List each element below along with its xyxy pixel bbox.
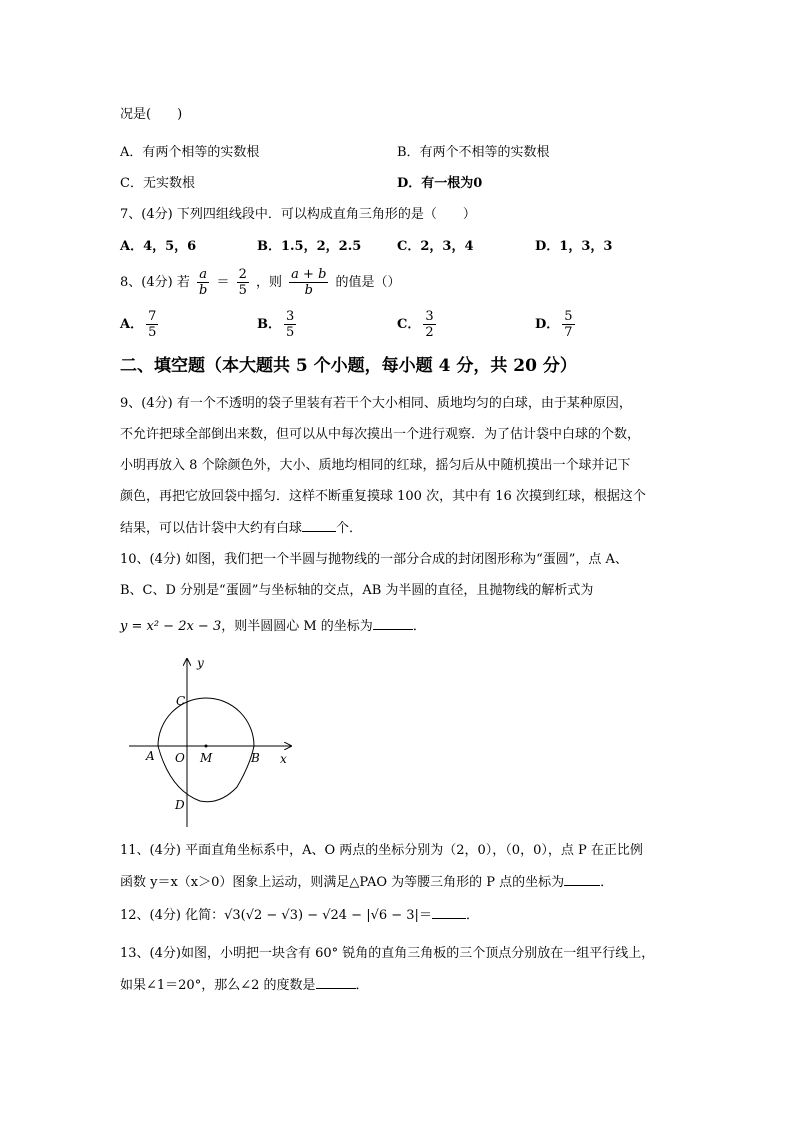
label-o: O <box>175 751 185 765</box>
center-point-m <box>205 745 208 748</box>
q10-line-1: 10、(4分) 如图，我们把一个半圆与抛物线的一部分合成的封闭图形称为“蛋圆”，点 A、 <box>120 552 628 567</box>
q11-answer-blank[interactable] <box>564 873 600 886</box>
q7-option-c: C．2，3，4 <box>397 239 474 254</box>
label-c: C <box>176 694 186 708</box>
q8-frac-b2: b <box>304 283 313 298</box>
q12-line <box>120 906 479 925</box>
q10-line-3 <box>120 617 426 636</box>
q9-line-5 <box>120 519 362 538</box>
q8-option-c-label: C． <box>397 317 421 332</box>
q8-fraction-a-over-b <box>197 268 209 297</box>
q9-line-1: 9、(4分) 有一个不透明的袋子里装有若干个大小相同、质地均匀的白球，由于某种原因， <box>120 396 632 411</box>
q10-formula: y = x² − 2x − 3 <box>120 619 222 634</box>
q11-line-2-text: 函数 y＝x（x＞0）图象上运动，则满足△PAO 为等腰三角形的 P 点的坐标为 <box>120 875 565 890</box>
q8-suffix: 的值是（） <box>335 275 401 290</box>
q8-then: ，则 <box>256 275 283 290</box>
q13-line-2-end: ． <box>355 978 369 993</box>
q12-end: ． <box>465 908 479 923</box>
label-x: x <box>280 752 287 766</box>
q8-equals: ＝ <box>216 275 230 290</box>
q8-option-b-num: 3 <box>286 309 295 324</box>
q8-option-c-den: 2 <box>425 325 434 340</box>
q8-frac-a-plus-b: a + b <box>291 267 327 282</box>
label-b: B <box>251 751 260 765</box>
q7-option-b: B．1.5，2，2.5 <box>257 239 362 254</box>
q12-expression: √3(√2 − √3) − √24 − |√6 − 3|＝ <box>224 908 432 923</box>
q8-option-c-num: 3 <box>425 309 434 324</box>
q13-line-2 <box>120 976 369 995</box>
q8-fraction-sum-over-b <box>289 268 328 297</box>
q6-stem-tail: 况是( ) <box>120 107 183 122</box>
q8-option-a-den: 5 <box>148 325 157 340</box>
q10-line-3-end: ． <box>412 619 426 634</box>
q8-frac-five: 5 <box>238 283 247 298</box>
q7-option-a: A．4，5，6 <box>120 239 197 254</box>
q11-line-1: 11、(4分) 平面直角坐标系中，A、O 两点的坐标分别为（2，0），（0，0），点 P 在正比例 <box>120 843 643 858</box>
q8-option-a-num: 7 <box>148 309 157 324</box>
q9-line-2: 不允许把球全部倒出来数，但可以从中每次摸出一个进行观察．为了估计袋中白球的个数， <box>120 427 641 442</box>
q9-line-4: 颜色，再把它放回袋中摇匀．这样不断重复摸球 100 次，其中有 16 次摸到红球，根据这个 <box>120 489 646 504</box>
q8-frac-a: a <box>199 267 208 282</box>
q11-line-2-end: ． <box>600 875 614 890</box>
q6-option-b: B．有两个不相等的实数根 <box>397 145 550 160</box>
q13-line-2-text: 如果∠1＝20°，那么∠2 的度数是 <box>120 978 316 993</box>
q8-option-b-den: 5 <box>286 325 295 340</box>
q9-line-5-text: 结果，可以估计袋中大约有白球 <box>120 521 303 536</box>
q10-line-3-text: ，则半圆圆心 M 的坐标为 <box>221 619 373 634</box>
label-d: D <box>175 798 185 812</box>
q6-option-a: A．有两个相等的实数根 <box>120 145 260 160</box>
q8-fraction-2-over-5 <box>237 268 249 297</box>
q8-option-a-label: A． <box>120 317 144 332</box>
q8-option-d-num: 5 <box>564 309 573 324</box>
section-title-fill-in: 二、填空题（本大题共 5 个小题，每小题 4 分，共 20 分） <box>120 356 577 376</box>
q8-option-d-den: 7 <box>564 325 573 340</box>
q8-prefix: 8、(4分) 若 <box>120 275 190 290</box>
q7-stem: 7、(4分) 下列四组线段中．可以构成直角三角形的是（ ） <box>120 207 476 222</box>
q13-line-1: 13、(4分)如图，小明把一块含有 60° 锐角的直角三角板的三个顶点分别放在一组平行线上， <box>120 946 655 961</box>
q8-stem <box>120 266 401 300</box>
q6-option-d: D．有一根为0 <box>397 176 483 191</box>
semicircle-curve <box>158 698 254 746</box>
q8-option-b <box>257 308 299 342</box>
q9-answer-blank[interactable] <box>302 519 336 532</box>
label-a: A <box>146 749 155 763</box>
q8-option-b-label: B． <box>257 317 281 332</box>
q10-answer-blank[interactable] <box>373 617 413 630</box>
q8-option-d-label: D． <box>535 317 560 332</box>
q8-frac-two: 2 <box>238 267 247 282</box>
q12-answer-blank[interactable] <box>432 906 466 919</box>
q8-option-a <box>120 308 161 342</box>
q11-line-2 <box>120 873 613 892</box>
q13-answer-blank[interactable] <box>316 976 356 989</box>
q7-option-d: D．1，3，3 <box>535 239 613 254</box>
q8-option-d <box>535 308 578 342</box>
q9-line-5-end: 个． <box>336 521 363 536</box>
q12-stem: 12、(4分) 化简： <box>120 908 225 923</box>
egg-circle-figure <box>125 655 305 835</box>
label-m: M <box>200 751 213 765</box>
q9-line-3: 小明再放入 8 个除颜色外，大小、质地均相同的红球，摇匀后从中随机摸出一个球并记下 <box>120 458 631 473</box>
q8-option-c <box>397 308 439 342</box>
q10-line-2: B、C、D 分别是“蛋圆”与坐标轴的交点，AB 为半圆的直径，且抛物线的解析式为 <box>120 583 594 598</box>
label-y: y <box>197 656 204 670</box>
q6-option-c: C．无实数根 <box>120 176 195 191</box>
q8-frac-b: b <box>198 283 208 298</box>
